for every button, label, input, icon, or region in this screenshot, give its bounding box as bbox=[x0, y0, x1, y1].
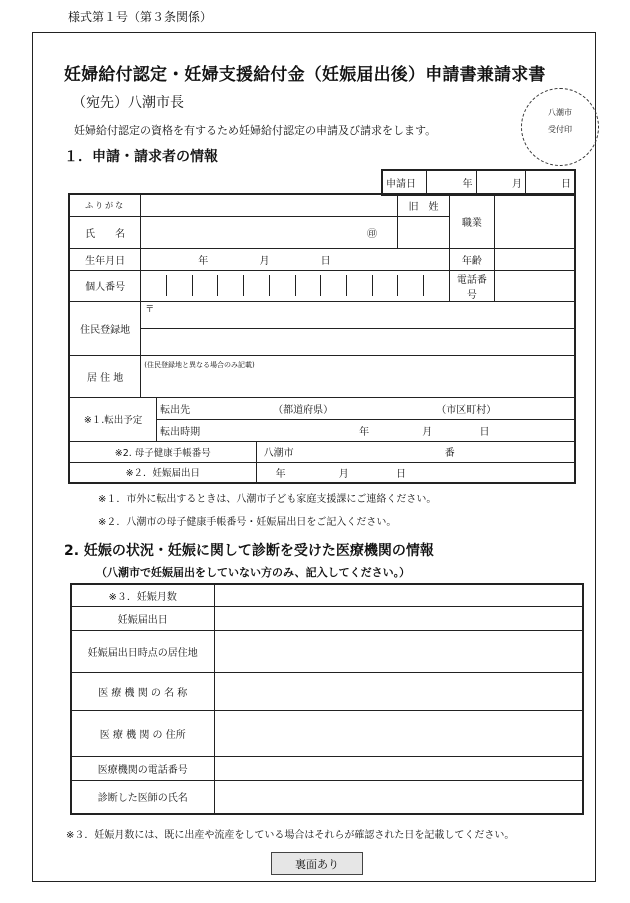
stamp-line2: 受付印 bbox=[548, 125, 572, 134]
residence-input[interactable] bbox=[141, 355, 575, 397]
notification-date-input[interactable] bbox=[256, 462, 575, 483]
application-date-day[interactable]: 日 bbox=[526, 170, 576, 195]
moving-dest-label: 転出先 bbox=[157, 397, 256, 419]
application-date-label: 申請日 bbox=[382, 170, 427, 195]
institution-name-input[interactable] bbox=[214, 672, 583, 710]
institution-name-label: 医 療 機 関 の 名 称 bbox=[71, 672, 214, 710]
birthdate-input[interactable] bbox=[141, 248, 450, 270]
seal-mark: ㊞ bbox=[367, 228, 378, 240]
occupation-input[interactable] bbox=[494, 194, 575, 248]
name-label: 氏 名 bbox=[69, 216, 141, 248]
personal-number-label: 個人番号 bbox=[69, 270, 141, 301]
phone-input[interactable] bbox=[494, 270, 575, 301]
furigana-label: ふりがな bbox=[69, 194, 141, 216]
section2-subheading: （八潮市で妊娠届出をしていない方のみ、記入してください。） bbox=[96, 566, 411, 579]
phone-label: 電話番号 bbox=[449, 270, 494, 301]
applicant-table bbox=[68, 193, 576, 484]
moving-year: 年 bbox=[359, 426, 370, 438]
form-title: 妊婦給付認定・妊婦支援給付金（妊娠届出後）申請書兼請求書 bbox=[64, 65, 546, 85]
section2-heading: 2. 妊娠の状況・妊娠に関して診断を受けた医療機関の情報 bbox=[64, 543, 434, 559]
personal-number-input[interactable] bbox=[141, 270, 450, 301]
institution-address-input[interactable] bbox=[214, 710, 583, 756]
occupation-label: 職業 bbox=[449, 194, 494, 248]
former-name-label: 旧 姓 bbox=[398, 194, 450, 216]
back-side-button[interactable]: 裏面あり bbox=[271, 852, 363, 875]
residence-label: 居 住 地 bbox=[69, 355, 141, 397]
reception-stamp bbox=[521, 88, 599, 166]
pregnancy-months-input[interactable] bbox=[214, 584, 583, 606]
moving-time-label: 転出時期 bbox=[157, 419, 256, 441]
birthdate-label: 生年月日 bbox=[69, 248, 141, 270]
registered-address-input[interactable] bbox=[141, 301, 575, 355]
bd-day: 日 bbox=[320, 255, 331, 267]
notif-day: 日 bbox=[395, 468, 406, 480]
registered-address-label: 住民登録地 bbox=[69, 301, 141, 355]
moving-city: （市区町村） bbox=[436, 404, 497, 416]
doctor-name-label: 診断した医師の氏名 bbox=[71, 780, 214, 814]
notification-date2-label: 妊娠届出日 bbox=[71, 606, 214, 630]
application-date-year[interactable]: 年 bbox=[427, 170, 476, 195]
name-input[interactable] bbox=[141, 216, 398, 248]
intro-text: 妊婦給付認定の資格を有するため妊婦給付認定の申請及び請求をします。 bbox=[74, 124, 437, 137]
stamp-line1: 八潮市 bbox=[548, 108, 572, 117]
note-1: ※１．市外に転出するときは、八潮市子ども家庭支援課にご連絡ください。 bbox=[98, 494, 437, 505]
notification-date2-input[interactable] bbox=[214, 606, 583, 630]
postal-mark: 〒 bbox=[141, 302, 574, 329]
age-label: 年齢 bbox=[449, 248, 494, 270]
note-3: ※３．妊娠月数には、既に出産や流産をしている場合はそれらが確認された日を記載してください。 bbox=[66, 830, 515, 841]
notif-month: 月 bbox=[338, 468, 349, 480]
doctor-name-input[interactable] bbox=[214, 780, 583, 814]
notification-date-label: ※２．妊娠届出日 bbox=[69, 462, 256, 483]
bd-month: 月 bbox=[259, 255, 270, 267]
residence-at-notification-input[interactable] bbox=[214, 630, 583, 672]
moving-label: ※１.転出予定 bbox=[69, 397, 157, 441]
handbook-suffix: 番 bbox=[444, 448, 455, 459]
handbook-label: ※2. 母子健康手帳番号 bbox=[69, 441, 256, 462]
notif-year: 年 bbox=[275, 468, 286, 480]
handbook-city: 八潮市 bbox=[263, 448, 294, 459]
moving-day: 日 bbox=[479, 426, 490, 438]
former-name-input[interactable] bbox=[398, 216, 450, 248]
residence-note: (住民登録地と異なる場合のみ記載) bbox=[144, 360, 255, 369]
application-date-month[interactable]: 月 bbox=[476, 170, 525, 195]
moving-dest-input[interactable] bbox=[256, 397, 575, 419]
application-date-table bbox=[381, 169, 576, 196]
age-input[interactable] bbox=[494, 248, 575, 270]
furigana-input[interactable] bbox=[141, 194, 398, 216]
moving-prefecture: （都道府県） bbox=[273, 404, 334, 416]
form-number: 様式第１号（第３条関係） bbox=[68, 10, 213, 24]
bd-year: 年 bbox=[198, 255, 209, 267]
note-2: ※２．八潮市の母子健康手帳番号・妊娠届出日をご記入ください。 bbox=[98, 517, 397, 528]
pregnancy-months-label: ※３．妊娠月数 bbox=[71, 584, 214, 606]
section1-heading: １．申請・請求者の情報 bbox=[64, 149, 218, 165]
institution-phone-input[interactable] bbox=[214, 756, 583, 780]
addressee: （宛先）八潮市長 bbox=[72, 95, 184, 111]
moving-time-input[interactable] bbox=[256, 419, 575, 441]
institution-address-label: 医 療 機 関 の 住所 bbox=[71, 710, 214, 756]
moving-month: 月 bbox=[422, 426, 433, 438]
medical-table bbox=[70, 583, 584, 815]
handbook-input[interactable] bbox=[256, 441, 575, 462]
residence-at-notification-label: 妊娠届出日時点の居住地 bbox=[71, 630, 214, 672]
institution-phone-label: 医療機関の電話番号 bbox=[71, 756, 214, 780]
